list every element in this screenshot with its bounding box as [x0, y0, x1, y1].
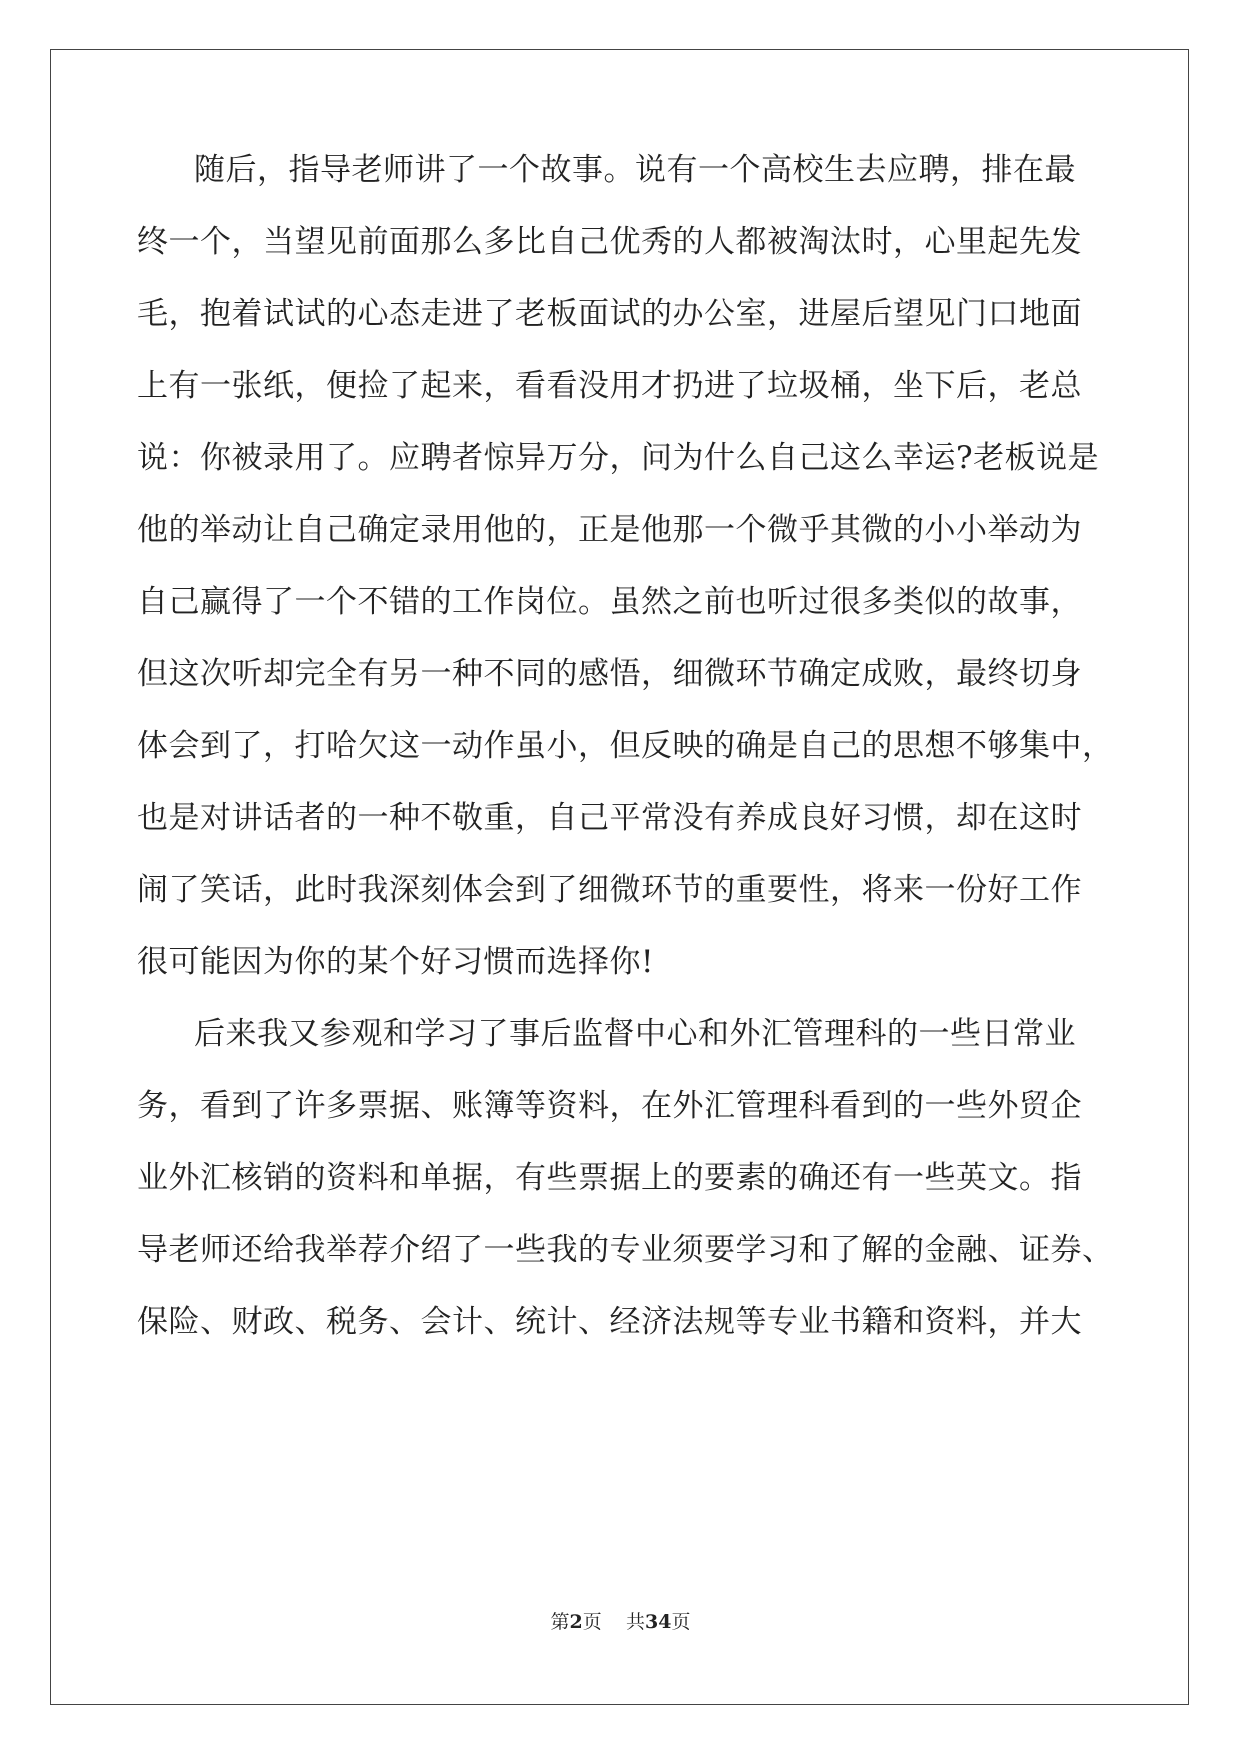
text-line: 导老师还给我举荐介绍了一些我的专业须要学习和了解的金融、证券、	[137, 1232, 1114, 1268]
total-pages: 34	[644, 1611, 672, 1633]
page-prefix: 第	[550, 1611, 570, 1633]
text-line: 业外汇核销的资料和单据，有些票据上的要素的确还有一些英文。指	[137, 1160, 1082, 1196]
total-prefix: 共	[625, 1611, 645, 1633]
text-line: 说：你被录用了。应聘者惊异万分，问为什么自己这么幸运?老板说是	[137, 440, 1100, 476]
text-line: 体会到了，打哈欠这一动作虽小，但反映的确是自己的思想不够集中，	[137, 728, 1114, 764]
text-line: 上有一张纸，便捡了起来，看看没用才扔进了垃圾桶，坐下后，老总	[137, 368, 1082, 404]
page-footer	[0, 1610, 1241, 1634]
text-line: 保险、财政、税务、会计、统计、经济法规等专业书籍和资料，并大	[137, 1304, 1082, 1340]
text-line: 毛，抱着试试的心态走进了老板面试的办公室，进屋后望见门口地面	[137, 296, 1082, 332]
text-line: 务，看到了许多票据、账簿等资料，在外汇管理科看到的一些外贸企	[137, 1088, 1082, 1124]
text-line: 闹了笑话，此时我深刻体会到了细微环节的重要性，将来一份好工作	[137, 872, 1082, 908]
text-line: 也是对讲话者的一种不敬重，自己平常没有养成良好习惯，却在这时	[137, 800, 1082, 836]
text-line: 但这次听却完全有另一种不同的感悟，细微环节确定成败，最终切身	[137, 656, 1082, 692]
page-number: 2	[569, 1611, 583, 1633]
text-line: 他的举动让自己确定录用他的，正是他那一个微乎其微的小小举动为	[137, 512, 1082, 548]
text-line: 很可能因为你的某个好习惯而选择你!	[137, 944, 654, 980]
text-line: 自己赢得了一个不错的工作岗位。虽然之前也听过很多类似的故事，	[137, 584, 1082, 620]
text-line: 终一个，当望见前面那么多比自己优秀的人都被淘汰时，心里起先发	[137, 224, 1082, 260]
page-suffix: 页	[582, 1611, 602, 1633]
text-line: 后来我又参观和学习了事后监督中心和外汇管理科的一些日常业	[194, 1016, 1076, 1052]
total-suffix: 页	[671, 1611, 691, 1633]
text-line: 随后，指导老师讲了一个故事。说有一个高校生去应聘，排在最	[194, 152, 1076, 188]
